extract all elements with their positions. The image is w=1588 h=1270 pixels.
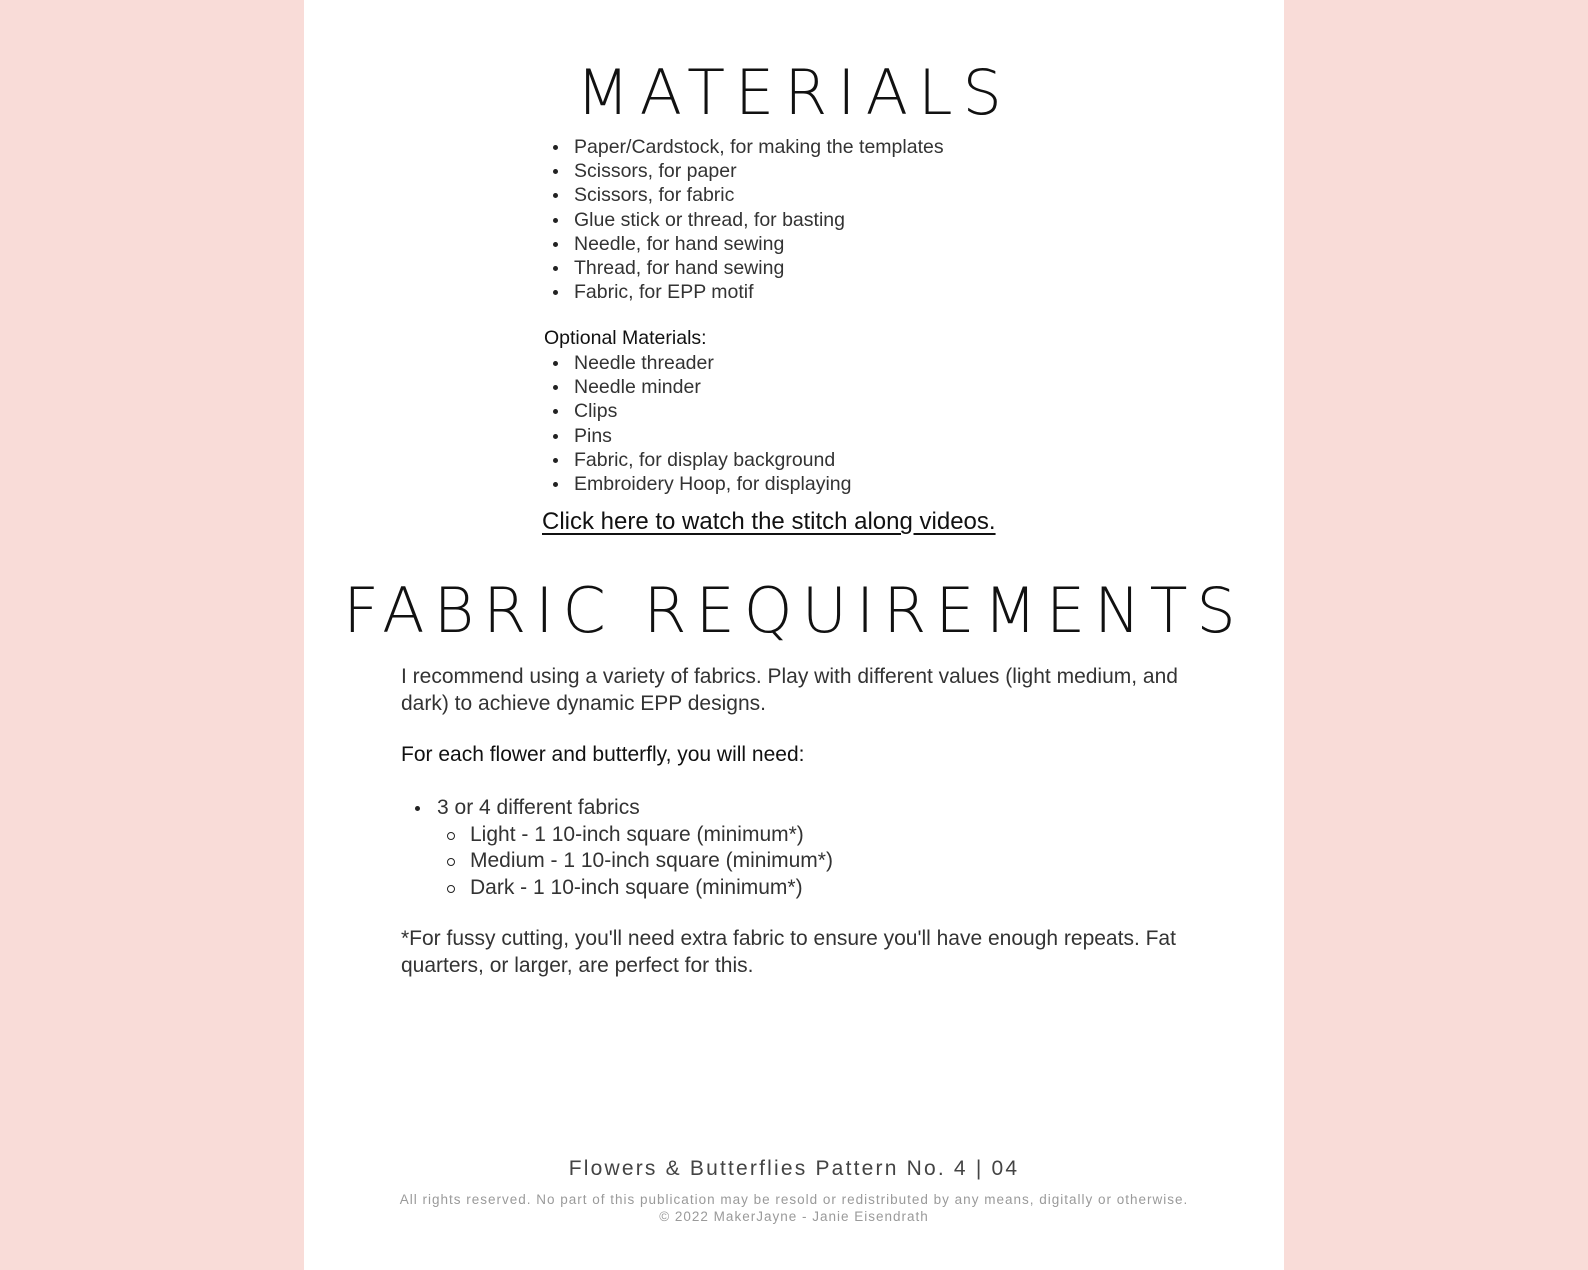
- fabric-requirements-heading: FABRIC REQUIREMENTS: [343, 574, 1245, 647]
- rights-notice: All rights reserved. No part of this publication may be resold or redistributed by any means, digitally or otherwise.: [399, 1192, 1189, 1207]
- list-item: Scissors, for paper: [544, 159, 944, 183]
- materials-heading: MATERIALS: [576, 56, 1012, 129]
- list-item: [401, 795, 833, 901]
- sub-list-item: Medium - 1 10-inch square (minimum*): [437, 848, 833, 875]
- list-item: Scissors, for fabric: [544, 183, 944, 207]
- need-label: For each flower and butterfly, you will need:: [401, 743, 805, 766]
- optional-materials-list: [544, 351, 851, 496]
- fussy-cutting-note: *For fussy cutting, you'll need extra fabric to ensure you'll have enough repeats. Fat quarters, or larger, are perfect for this.: [401, 927, 1176, 977]
- list-item: Embroidery Hoop, for displaying: [544, 472, 851, 496]
- document-page: [304, 0, 1284, 1270]
- list-item: Fabric, for EPP motif: [544, 280, 944, 304]
- fabric-list: [401, 795, 833, 901]
- main-item-label: 3 or 4 different fabrics: [437, 796, 640, 819]
- copyright-notice: © 2022 MakerJayne - Janie Eisendrath: [659, 1209, 929, 1224]
- list-item: Needle, for hand sewing: [544, 232, 944, 256]
- list-item: Glue stick or thread, for basting: [544, 208, 944, 232]
- list-item: Thread, for hand sewing: [544, 256, 944, 280]
- list-item: Clips: [544, 399, 851, 423]
- sub-list-item: Light - 1 10-inch square (minimum*): [437, 822, 833, 849]
- stitch-along-video-link[interactable]: Click here to watch the stitch along videos.: [542, 508, 996, 535]
- fabric-intro-paragraph: I recommend using a variety of fabrics. Play with different values (light medium, and dark) to achieve dynamic EPP designs.: [401, 665, 1178, 715]
- list-item: Pins: [544, 424, 851, 448]
- list-item: Fabric, for display background: [544, 448, 851, 472]
- list-item: Needle minder: [544, 375, 851, 399]
- sub-list-item: Dark - 1 10-inch square (minimum*): [437, 875, 833, 902]
- list-item: Needle threader: [544, 351, 851, 375]
- footer-title: Flowers & Butterflies Pattern No. 4 | 04: [568, 1157, 1020, 1180]
- list-item: Paper/Cardstock, for making the templates: [544, 135, 944, 159]
- fabric-sub-list: [437, 822, 833, 902]
- materials-list: [544, 135, 944, 304]
- optional-materials-label: Optional Materials:: [544, 327, 707, 349]
